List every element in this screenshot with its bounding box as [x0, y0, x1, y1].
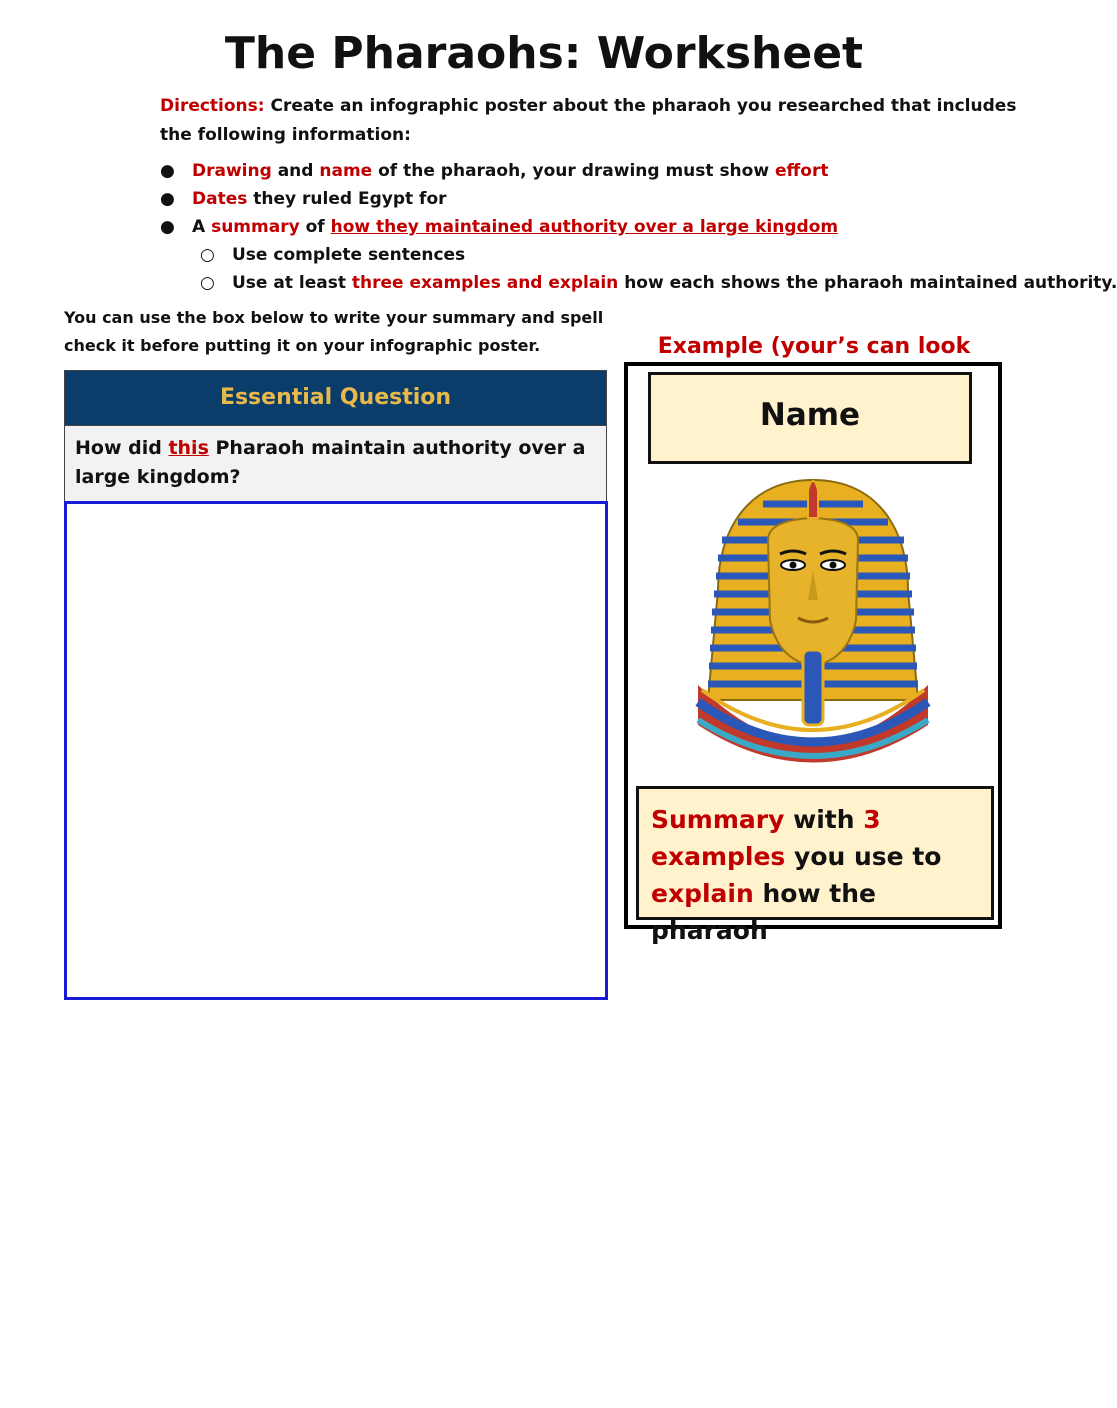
sub-bullet-text: how each shows the pharaoh maintained authority. — [618, 273, 1117, 293]
directions-text: Create an infographic poster about the pharaoh you researched that includes the following information: — [160, 96, 1017, 145]
summary-answer-box[interactable] — [64, 501, 608, 1000]
bullet-text: and — [271, 161, 320, 181]
question-text: Pharaoh maintain authority over a large kingdom? — [75, 437, 586, 488]
pharaoh-mask-icon — [688, 470, 938, 780]
sub-bullet-icon: ○ — [200, 245, 215, 265]
list-item — [160, 157, 1040, 185]
sub-bullet-text: Use at least — [232, 273, 352, 293]
name-box: Name — [648, 372, 972, 464]
list-item — [160, 213, 1040, 241]
directions — [160, 92, 1030, 150]
essential-question-table — [64, 370, 607, 503]
essential-question-text — [65, 426, 606, 502]
sub-bullet-icon: ○ — [200, 273, 215, 293]
bullet-icon: ● — [160, 189, 175, 209]
bullet-text: name — [319, 161, 373, 181]
bullet-icon: ● — [160, 217, 175, 237]
summary-box — [636, 786, 994, 945]
example-poster — [624, 362, 1002, 945]
bullet-text: they ruled Egypt for — [247, 189, 447, 209]
requirements-list — [160, 157, 1117, 297]
summary-text: Summary — [651, 805, 785, 834]
bullet-text: Dates — [192, 189, 248, 209]
example-label: Example (your’s can look — [657, 334, 971, 359]
summary-text: 3 — [863, 805, 881, 834]
directions-label: Directions: — [160, 96, 265, 116]
bullet-text: A — [192, 217, 212, 237]
sub-bullet-text: three examples and explain — [351, 273, 619, 293]
bullet-text: of the pharaoh, your drawing must show — [372, 161, 775, 181]
bullet-text: effort — [774, 161, 829, 181]
bullet-text: how they maintained authority over a large kingdom — [330, 217, 839, 237]
instruction-note: You can use the box below to write your summary and spell check it before putting it on your infographic poster. — [64, 308, 604, 355]
list-item — [160, 269, 1117, 297]
summary-text: you use to — [785, 842, 942, 871]
summary-text: examples — [651, 842, 786, 871]
page-title: The Pharaohs: Worksheet — [224, 28, 864, 79]
bullet-text: Drawing — [192, 161, 272, 181]
bullet-icon: ● — [160, 161, 175, 181]
list-item — [160, 241, 1040, 269]
sub-bullet-text: Use complete sentences — [232, 245, 466, 265]
summary-text: explain — [651, 879, 754, 908]
list-item — [160, 185, 1040, 213]
question-highlight: this — [168, 437, 209, 459]
bullet-text: summary — [211, 217, 300, 237]
summary-text: how the pharaoh — [651, 879, 876, 945]
question-text: How did — [75, 437, 169, 459]
bullet-text: of — [299, 217, 331, 237]
summary-text: with — [784, 805, 864, 834]
essential-question-header: Essential Question — [65, 371, 606, 426]
